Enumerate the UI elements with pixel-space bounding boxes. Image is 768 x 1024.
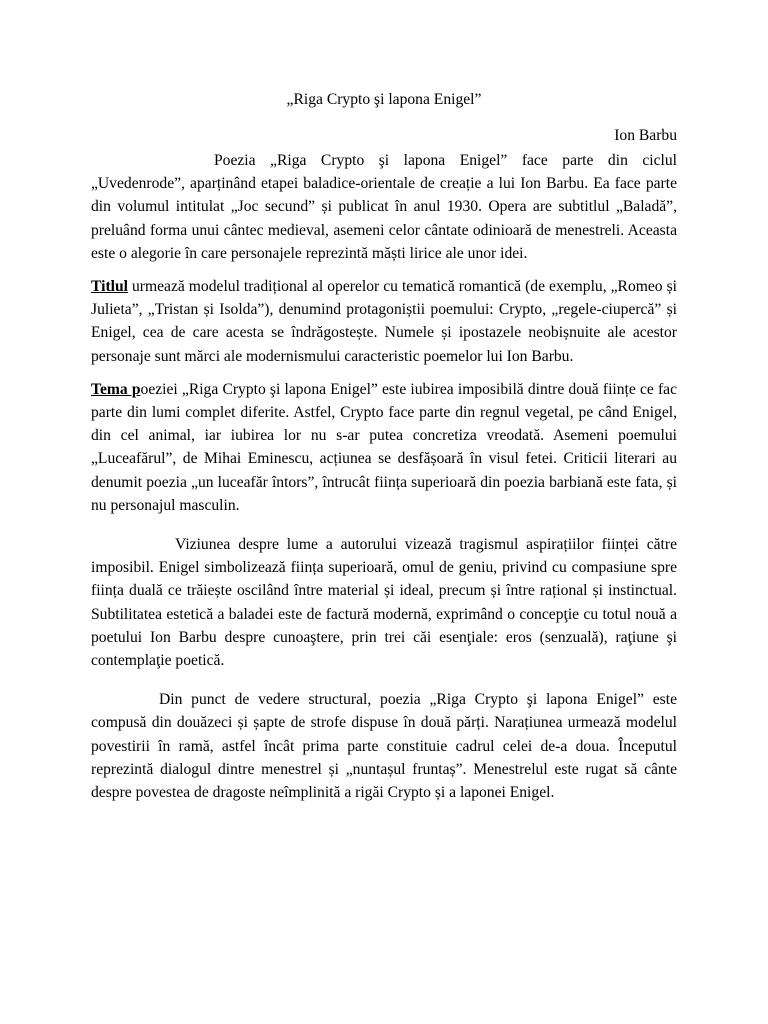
paragraph-title-analysis bbox=[91, 275, 677, 368]
paragraph-intro bbox=[91, 149, 677, 265]
keyword-titlul: Titlul bbox=[91, 278, 128, 296]
document-title: „Riga Crypto şi lapona Enigel” bbox=[286, 91, 482, 108]
paragraph-structure bbox=[91, 688, 677, 804]
paragraph-theme bbox=[91, 378, 677, 517]
paragraph-structure-text: Din punct de vedere structural, poezia „Riga Crypto şi lapona Enigel” este compusă din douăzeci și șapte de strofe dispuse în două părți. Narațiunea urmează modelul povestirii în ramă, astfel încât prima parte constituie cadrul celei de-a doua. Începutul reprezintă dialogul dintre menestrel și „nuntașul fruntaș”. Menestrelul este rugat să cânte despre povestea de dragoste neîmplinită a rigăi Crypto și a laponei Enigel. bbox=[91, 691, 677, 802]
document-page bbox=[91, 88, 677, 804]
paragraph-worldview bbox=[91, 533, 677, 672]
paragraph-intro-text: Poezia „Riga Crypto şi lapona Enigel” face parte din ciclul „Uvedenrode”, aparținând etapei baladice-orientale de creație a lui Ion Barbu. Ea face parte din volumul intitulat „Joc secund” și publicat în anul 1930. Opera are subtitlul „Baladă”, preluând forma unui cântec medieval, asemeni celor cântate odinioară de menestreli. Aceasta este o alegorie în care personajele reprezintă măști lirice ale unor idei. bbox=[91, 152, 677, 262]
keyword-tema: Tema p bbox=[91, 380, 141, 398]
paragraph-title-analysis-text: urmează modelul tradițional al operelor cu tematică romantică (de exemplu, „Romeo și Julieta”, „Tristan și Isolda”), denumind protagoniștii poemului: Crypto, „regele-ciupercă” și Enigel, cea de care acesta se îndrăgostește. Numele și ipostazele neobișnuite ale acestor personaje sunt mărci ale modernismului caracteristic poemelor lui Ion Barbu. bbox=[91, 278, 677, 365]
paragraph-worldview-text: Viziunea despre lume a autorului vizează tragismul aspirațiilor ființei către imposibil. Enigel simbolizează ființa superioară, omul de geniu, privind cu compasiune spre ființa duală ce trăiește oscilând între material și ideal, precum și între rațional și instinctual. Subtilitatea estetică a baladei este de factură modernă, exprimând o concepţie cu totul nouă a poetului Ion Barbu despre cunoaştere, prin trei căi esenţiale: eros (senzuală), raţiune şi contemplaţie poetică. bbox=[91, 536, 677, 670]
paragraph-theme-text: oeziei „Riga Crypto şi lapona Enigel” este iubirea imposibilă dintre două ființe ce fac parte din lumi complet diferite. Astfel, Crypto face parte din regnul vegetal, pe când Enigel, din cel animal, iar iubirea lor nu s-ar putea concretiza vreodată. Asemeni poemului „Luceafărul”, de Mihai Eminescu, acțiunea se desfășoară în visul fetei. Criticii literari au denumit poezia „un luceafăr întors”, întrucât ființa superioară din poezia barbiană este fata, și nu personajul masculin. bbox=[91, 380, 677, 514]
author-name: Ion Barbu bbox=[614, 127, 677, 144]
